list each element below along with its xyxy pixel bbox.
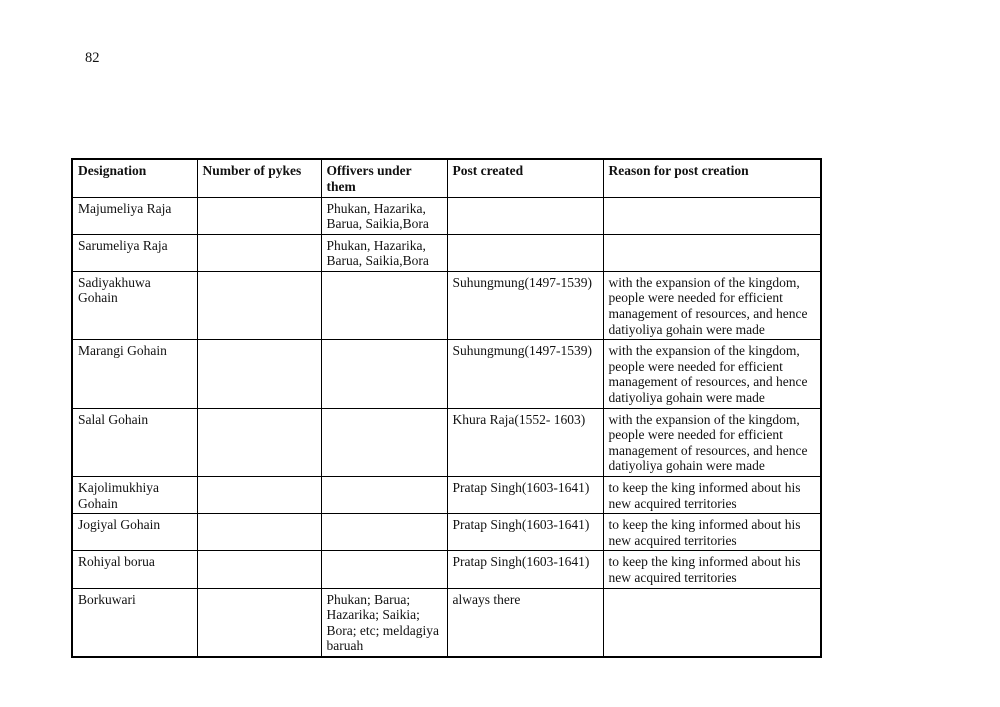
cell-post-created: [447, 197, 603, 234]
cell-reason: with the expansion of the kingdom, people were needed for efficient management of resources, and hence datiyoliya gohain were made: [603, 408, 821, 476]
page-number: 82: [85, 50, 100, 66]
cell-pykes: [197, 271, 321, 339]
cell-reason: to keep the king informed about his new acquired territories: [603, 514, 821, 551]
table-row: [72, 477, 821, 514]
cell-post-created: Suhungmung(1497-1539): [447, 271, 603, 339]
table-row: [72, 271, 821, 339]
cell-officers: [321, 551, 447, 588]
header-officers-under-them: Offivers under them: [321, 159, 447, 197]
header-reason: Reason for post creation: [603, 159, 821, 197]
cell-post-created: always there: [447, 588, 603, 657]
cell-designation: Marangi Gohain: [72, 340, 197, 408]
cell-pykes: [197, 340, 321, 408]
table-row: [72, 551, 821, 588]
cell-officers: [321, 514, 447, 551]
cell-reason: with the expansion of the kingdom, people were needed for efficient management of resources, and hence datiyoliya gohain were made: [603, 271, 821, 339]
cell-designation: Rohiyal borua: [72, 551, 197, 588]
cell-post-created: Pratap Singh(1603-1641): [447, 514, 603, 551]
table-row: [72, 234, 821, 271]
cell-reason: to keep the king informed about his new acquired territories: [603, 551, 821, 588]
cell-officers: [321, 477, 447, 514]
header-number-of-pykes: Number of pykes: [197, 159, 321, 197]
table-body: [72, 197, 821, 657]
cell-pykes: [197, 234, 321, 271]
cell-post-created: Pratap Singh(1603-1641): [447, 477, 603, 514]
cell-designation: Salal Gohain: [72, 408, 197, 476]
table-row: [72, 408, 821, 476]
cell-pykes: [197, 551, 321, 588]
cell-designation: Sarumeliya Raja: [72, 234, 197, 271]
cell-officers: [321, 340, 447, 408]
cell-post-created: [447, 234, 603, 271]
cell-officers: Phukan, Hazarika, Barua, Saikia,Bora: [321, 234, 447, 271]
cell-officers: [321, 271, 447, 339]
table-row: [72, 197, 821, 234]
cell-officers: Phukan, Hazarika, Barua, Saikia,Bora: [321, 197, 447, 234]
cell-pykes: [197, 408, 321, 476]
cell-designation: Borkuwari: [72, 588, 197, 657]
table-row: [72, 340, 821, 408]
cell-reason: with the expansion of the kingdom, people were needed for efficient management of resources, and hence datiyoliya gohain were made: [603, 340, 821, 408]
header-designation: Designation: [72, 159, 197, 197]
cell-pykes: [197, 477, 321, 514]
cell-designation: Majumeliya Raja: [72, 197, 197, 234]
cell-reason: [603, 197, 821, 234]
cell-post-created: Pratap Singh(1603-1641): [447, 551, 603, 588]
cell-officers: [321, 408, 447, 476]
header-post-created: Post created: [447, 159, 603, 197]
cell-reason: to keep the king informed about his new acquired territories: [603, 477, 821, 514]
posts-table: [71, 158, 822, 658]
cell-designation: Kajolimukhiya Gohain: [72, 477, 197, 514]
table-row: [72, 514, 821, 551]
cell-pykes: [197, 197, 321, 234]
cell-pykes: [197, 514, 321, 551]
table-header: [72, 159, 821, 197]
table-row: [72, 588, 821, 657]
cell-post-created: Khura Raja(1552- 1603): [447, 408, 603, 476]
cell-post-created: Suhungmung(1497-1539): [447, 340, 603, 408]
cell-designation: Sadiyakhuwa Gohain: [72, 271, 197, 339]
cell-reason: [603, 588, 821, 657]
cell-designation: Jogiyal Gohain: [72, 514, 197, 551]
cell-officers: Phukan; Barua; Hazarika; Saikia; Bora; etc; meldagiya baruah: [321, 588, 447, 657]
cell-reason: [603, 234, 821, 271]
cell-pykes: [197, 588, 321, 657]
header-row: [72, 159, 821, 197]
